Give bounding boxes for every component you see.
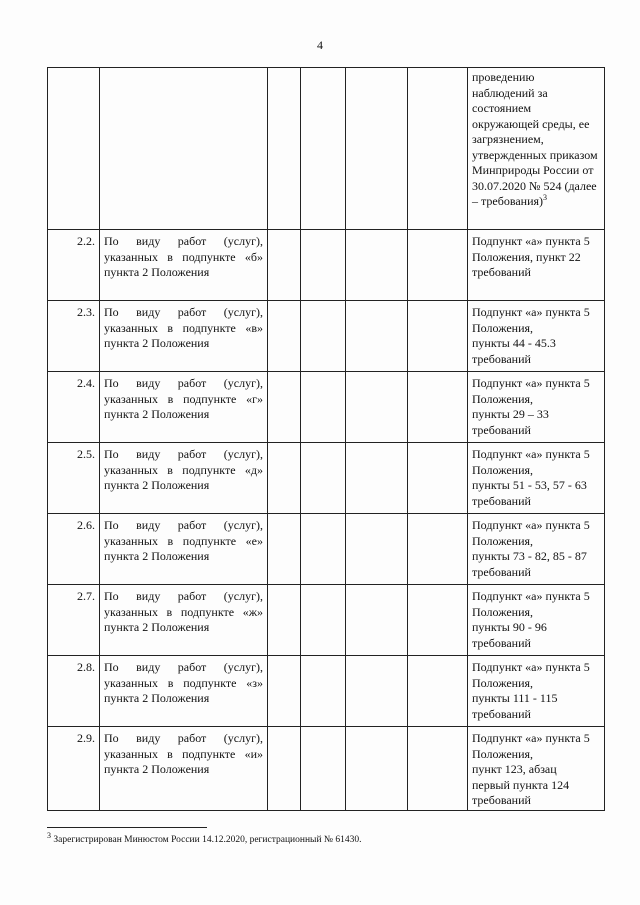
- cell-empty: [301, 585, 346, 656]
- cell-empty: [301, 372, 346, 443]
- cell-empty: [408, 585, 468, 656]
- cell-empty: [268, 443, 301, 514]
- ref-line: Положения,: [472, 391, 534, 406]
- desc-line: пункта 2 Положения: [104, 336, 210, 350]
- cell-ref: [468, 68, 605, 230]
- cell-num: 2.3.: [48, 301, 100, 372]
- desc-line: По виду работ (услуг),: [104, 234, 263, 248]
- cell-ref: [468, 514, 605, 585]
- cell-empty: [346, 230, 408, 301]
- cell-empty: [408, 301, 468, 372]
- desc-line: пункта 2 Положения: [104, 762, 210, 776]
- cell-ref: [468, 585, 605, 656]
- desc-line: указанных в подпункте «б»: [104, 249, 263, 264]
- table-row-continued: [48, 68, 605, 230]
- cell-empty: [268, 727, 301, 811]
- cell-desc: [100, 443, 268, 514]
- desc-line: указанных в подпункте «д»: [104, 462, 263, 477]
- desc-line: По виду работ (услуг),: [104, 447, 263, 461]
- ref-line: Положения, пункт 22: [472, 249, 581, 264]
- ref-line: пункты 111 - 115: [472, 691, 558, 705]
- desc-line: указанных в подпункте «в»: [104, 320, 263, 335]
- cell-num: 2.5.: [48, 443, 100, 514]
- cell-num: [48, 68, 100, 230]
- ref-line: требований: [472, 493, 531, 508]
- ref-line: Положения,: [472, 462, 534, 477]
- page-number: 4: [317, 38, 323, 52]
- cell-empty: [346, 443, 408, 514]
- desc-line: указанных в подпункте «и»: [104, 746, 263, 761]
- cell-empty: [408, 514, 468, 585]
- cell-empty: [301, 656, 346, 727]
- desc-line: По виду работ (услуг),: [104, 305, 263, 319]
- ref-line: пункты 51 - 53, 57 - 63: [472, 478, 587, 492]
- cell-desc: [100, 656, 268, 727]
- footnote-mark: 3: [543, 193, 548, 202]
- ref-line: Положения,: [472, 675, 534, 690]
- ref-line: Положения,: [472, 746, 534, 761]
- cell-empty: [268, 372, 301, 443]
- ref-line: требований: [472, 422, 531, 437]
- cell-empty: [301, 514, 346, 585]
- cell-empty: [301, 727, 346, 811]
- ref-line: Подпункт «а» пункта 5: [472, 731, 590, 745]
- cell-empty: [408, 443, 468, 514]
- table-row: [48, 656, 605, 727]
- cell-ref: [468, 727, 605, 811]
- cell-empty: [301, 68, 346, 230]
- cell-num: 2.7.: [48, 585, 100, 656]
- cell-empty: [268, 230, 301, 301]
- cell-desc: [100, 514, 268, 585]
- desc-line: указанных в подпункте «е»: [104, 533, 263, 548]
- ref-line: требований: [472, 635, 531, 650]
- footnote-number: 3: [47, 830, 51, 840]
- cell-desc: [100, 727, 268, 811]
- ref-line: Подпункт «а» пункта 5: [472, 518, 590, 532]
- cell-empty: [346, 372, 408, 443]
- ref-line: Подпункт «а» пункта 5: [472, 305, 590, 319]
- ref-line: Подпункт «а» пункта 5: [472, 660, 590, 674]
- cell-empty: [301, 301, 346, 372]
- table-row: [48, 585, 605, 656]
- cell-empty: [346, 656, 408, 727]
- cell-desc: [100, 230, 268, 301]
- cell-ref: [468, 230, 605, 301]
- cell-empty: [301, 230, 346, 301]
- ref-line: пункты 73 - 82, 85 - 87: [472, 549, 587, 563]
- cell-empty: [346, 585, 408, 656]
- desc-line: пункта 2 Положения: [104, 478, 210, 492]
- ref-line: требований: [472, 564, 531, 579]
- cell-empty: [346, 514, 408, 585]
- table-row: [48, 443, 605, 514]
- cell-empty: [346, 301, 408, 372]
- cell-empty: [408, 230, 468, 301]
- footnote-divider: [47, 827, 207, 828]
- ref-line: пункт 123, абзац: [472, 762, 557, 776]
- desc-line: По виду работ (услуг),: [104, 518, 263, 532]
- cell-num: 2.8.: [48, 656, 100, 727]
- cell-empty: [408, 656, 468, 727]
- ref-line: требований: [472, 706, 531, 721]
- cell-empty: [268, 514, 301, 585]
- cell-empty: [301, 443, 346, 514]
- cell-empty: [408, 68, 468, 230]
- desc-line: пункта 2 Положения: [104, 265, 210, 279]
- cell-empty: [408, 727, 468, 811]
- desc-line: По виду работ (услуг),: [104, 731, 263, 745]
- cell-desc: [100, 372, 268, 443]
- cell-desc: [100, 585, 268, 656]
- ref-line: пункты 29 – 33: [472, 407, 549, 421]
- desc-line: пункта 2 Положения: [104, 620, 210, 634]
- ref-line: требований: [472, 793, 531, 807]
- table-row: [48, 727, 605, 811]
- ref-line: Положения,: [472, 604, 534, 619]
- cell-ref: [468, 301, 605, 372]
- ref-line: Подпункт «а» пункта 5: [472, 447, 590, 461]
- desc-line: По виду работ (услуг),: [104, 376, 263, 390]
- ref-line: требований: [472, 351, 531, 366]
- ref-line: Подпункт «а» пункта 5: [472, 376, 590, 390]
- requirements-table: [47, 67, 605, 811]
- cell-desc: [100, 301, 268, 372]
- cell-empty: [268, 68, 301, 230]
- ref-text: проведению наблюдений за состоянием окружающей среды, ее загрязнением, утвержденных приказом Минприроды России от 30.07.2020 № 524 (далее – требования): [472, 70, 598, 208]
- desc-line: По виду работ (услуг),: [104, 589, 263, 603]
- cell-empty: [268, 585, 301, 656]
- ref-line: Положения,: [472, 533, 534, 548]
- ref-line: Подпункт «а» пункта 5: [472, 589, 590, 603]
- desc-line: указанных в подпункте «з»: [104, 675, 263, 690]
- desc-line: пункта 2 Положения: [104, 691, 210, 705]
- cell-empty: [408, 372, 468, 443]
- table-row: [48, 230, 605, 301]
- cell-ref: [468, 656, 605, 727]
- cell-desc: [100, 68, 268, 230]
- cell-ref: [468, 443, 605, 514]
- desc-line: указанных в подпункте «г»: [104, 391, 263, 406]
- desc-line: указанных в подпункте «ж»: [104, 604, 263, 619]
- desc-line: пункта 2 Положения: [104, 407, 210, 421]
- ref-line: пункты 90 - 96: [472, 620, 547, 634]
- cell-empty: [268, 656, 301, 727]
- ref-line: требований: [472, 265, 531, 279]
- ref-line: Подпункт «а» пункта 5: [472, 234, 590, 248]
- cell-empty: [268, 301, 301, 372]
- footnote-text: Зарегистрирован Минюстом России 14.12.2020, регистрационный № 61430.: [53, 835, 362, 845]
- desc-line: пункта 2 Положения: [104, 549, 210, 563]
- ref-line: первый пункта 124: [472, 777, 570, 792]
- cell-num: 2.4.: [48, 372, 100, 443]
- cell-num: 2.9.: [48, 727, 100, 811]
- table-row: [48, 372, 605, 443]
- cell-num: 2.6.: [48, 514, 100, 585]
- table-row: [48, 301, 605, 372]
- ref-line: Положения,: [472, 320, 534, 335]
- cell-ref: [468, 372, 605, 443]
- cell-empty: [346, 68, 408, 230]
- cell-num: 2.2.: [48, 230, 100, 301]
- footnote: [47, 830, 607, 845]
- desc-line: По виду работ (услуг),: [104, 660, 263, 674]
- cell-empty: [346, 727, 408, 811]
- table-row: [48, 514, 605, 585]
- ref-line: пункты 44 - 45.3: [472, 336, 556, 350]
